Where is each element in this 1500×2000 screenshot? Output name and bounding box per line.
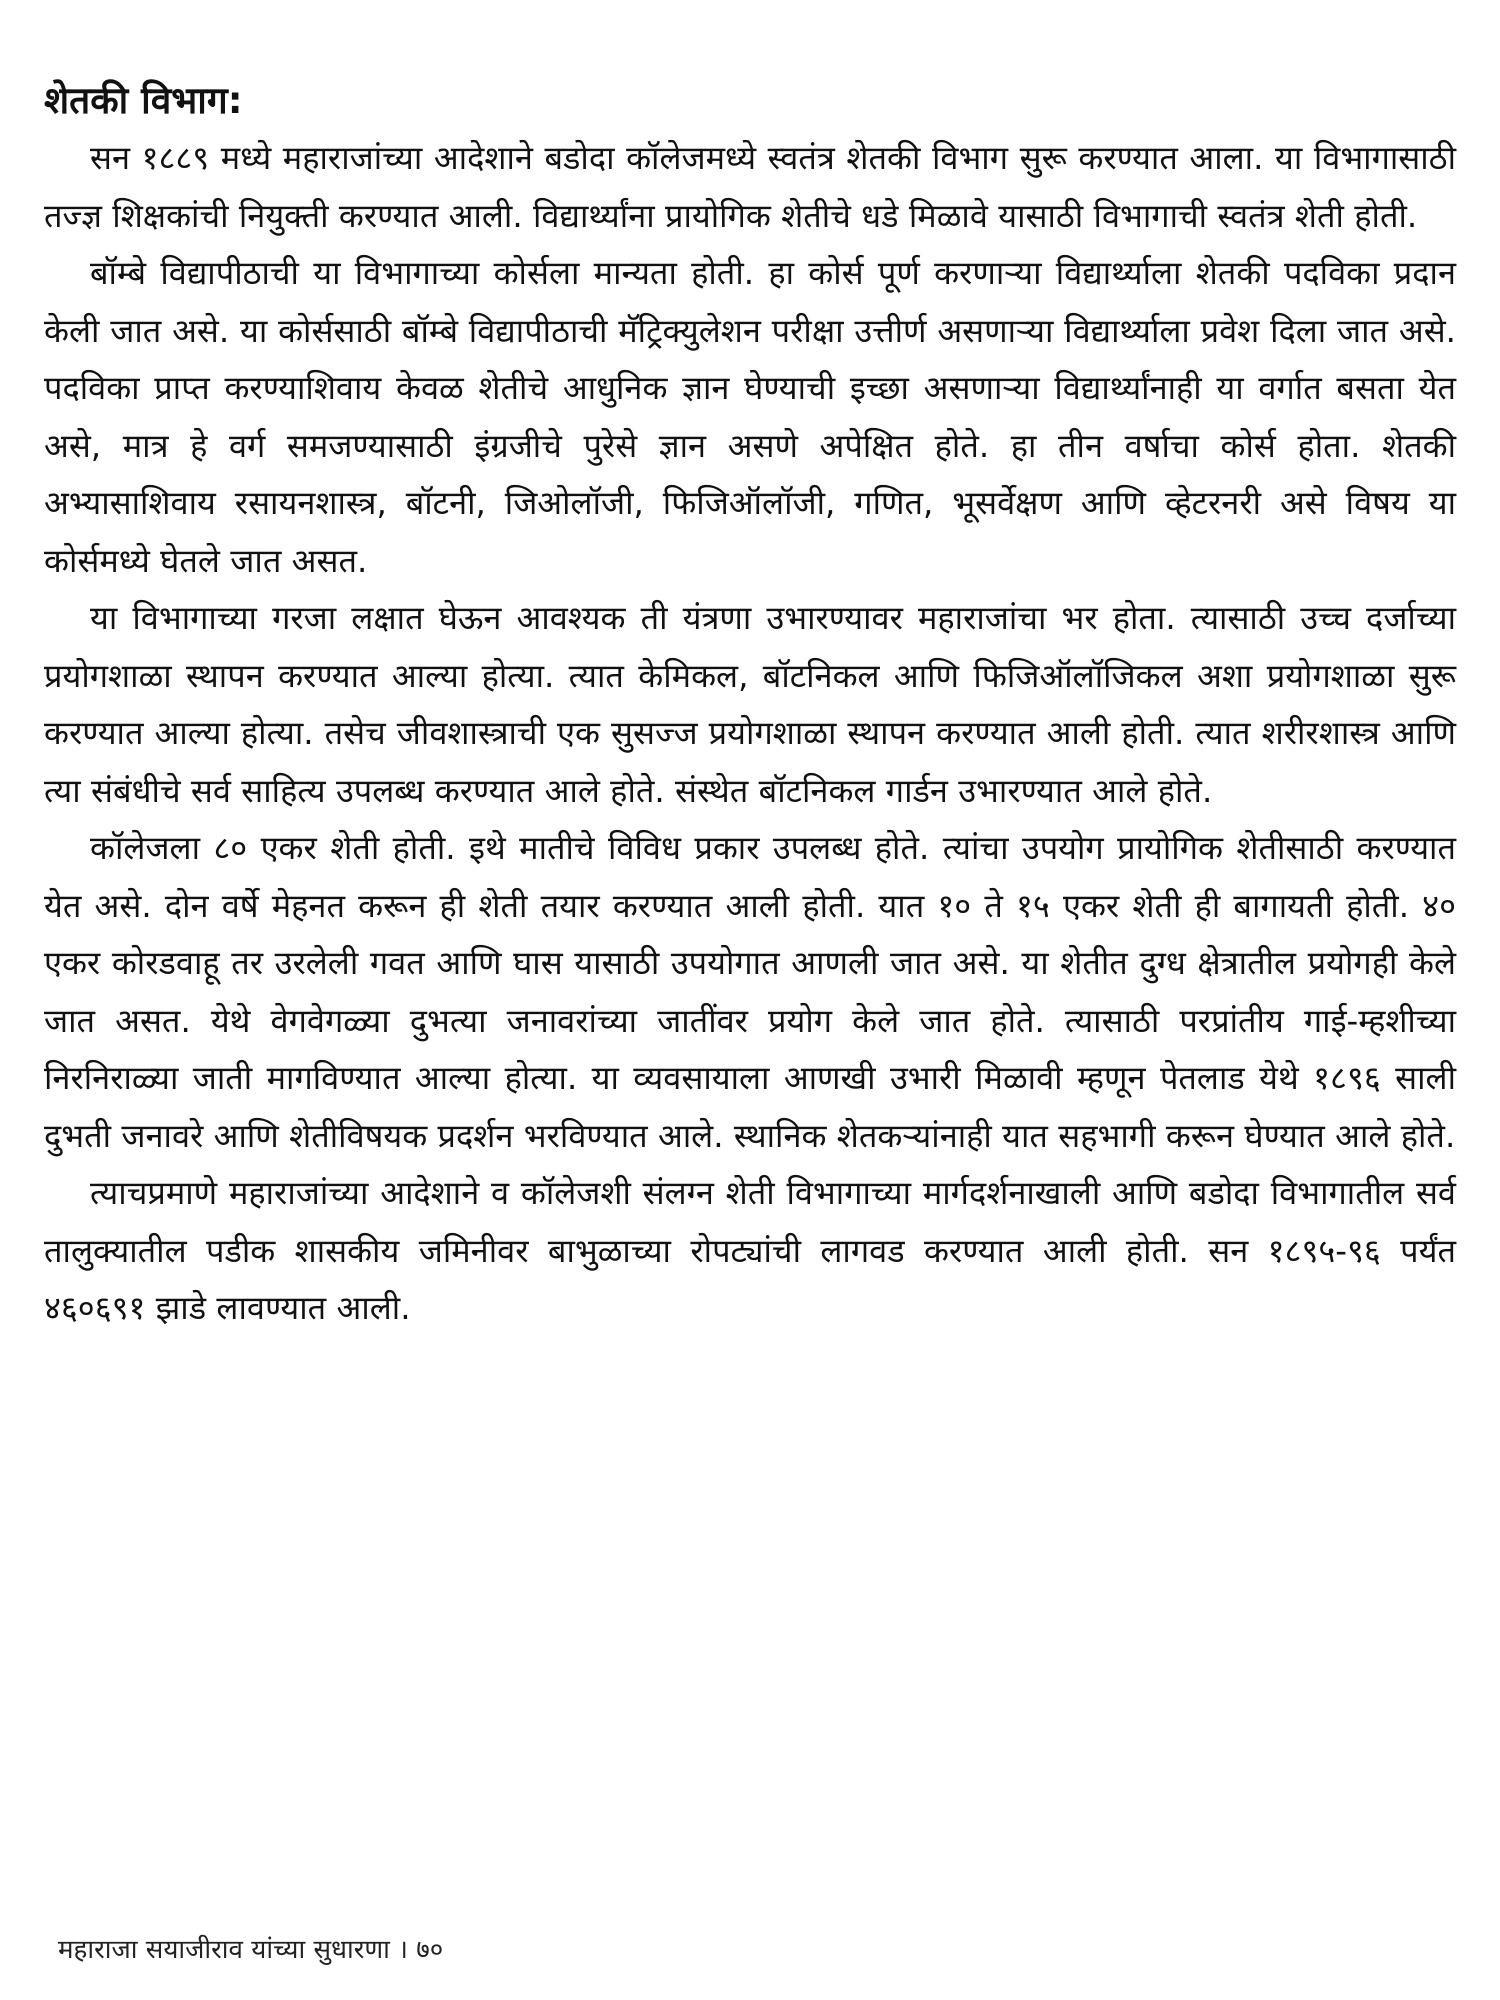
page-footer: महाराजा सयाजीराव यांच्या सुधारणा । ७० [58, 1935, 444, 1965]
paragraph-bombay-university-course: बॉम्बे विद्यापीठाची या विभागाच्या कोर्सला मान्यता होती. हा कोर्स पूर्ण करणाऱ्या विद्यार्थ्याला शेतकी पदविका प्रदान केली जात असे. या कोर्ससाठी बॉम्बे विद्यापीठाची मॅट्रिक्युलेशन परीक्षा उत्तीर्ण असणाऱ्या विद्यार्थ्याला प्रवेश दिला जात असे. पदविका प्राप्त करण्याशिवाय केवळ शेतीचे आधुनिक ज्ञान घेण्याची इच्छा असणाऱ्या विद्यार्थ्यांनाही या वर्गात बसता येत असे, मात्र हे वर्ग समजण्यासाठी इंग्रजीचे पुरेसे ज्ञान असणे अपेक्षित होते. हा तीन वर्षाचा कोर्स होता. शेतकी अभ्यासाशिवाय रसायनशास्त्र, बॉटनी, जिओलॉजी, फिजिऑलॉजी, गणित, भूसर्वेक्षण आणि व्हेटरनरी असे विषय या कोर्समध्ये घेतले जात असत. [44, 254, 1456, 580]
paragraph-college-farm: कॉलेजला ८० एकर शेती होती. इथे मातीचे विविध प्रकार उपलब्ध होते. त्यांचा उपयोग प्रायोगिक शेतीसाठी करण्यात येत असे. दोन वर्षे मेहनत करून ही शेती तयार करण्यात आली होती. यात १० ते १५ एकर शेती ही बागायती होती. ४० एकर कोरडवाहू तर उरलेली गवत आणि घास यासाठी उपयोगात आणली जात असे. या शेतीत दुग्ध क्षेत्रातील प्रयोगही केले जात असत. येथे वेगवेगळ्या दुभत्या जनावरांच्या जातींवर प्रयोग केले जात होते. त्यासाठी परप्रांतीय गाई-म्हशीच्या निरनिराळ्या जाती मागविण्यात आल्या होत्या. या व्यवसायाला आणखी उभारी मिळावी म्हणून पेतलाड येथे १८९६ साली दुभती जनावरे आणि शेतीविषयक प्रदर्शन भरविण्यात आले. स्थानिक शेतकऱ्यांनाही यात सहभागी करून घेण्यात आले होते. [44, 829, 1456, 1155]
paragraph-laboratories: या विभागाच्या गरजा लक्षात घेऊन आवश्यक ती यंत्रणा उभारण्यावर महाराजांचा भर होता. त्यासाठी उच्च दर्जाच्या प्रयोगशाळा स्थापन करण्यात आल्या होत्या. त्यात केमिकल, बॉटनिकल आणि फिजिऑलॉजिकल अशा प्रयोगशाळा सुरू करण्यात आल्या होत्या. तसेच जीवशास्त्राची एक सुसज्ज प्रयोगशाळा स्थापन करण्यात आली होती. त्यात शरीरशास्त्र आणि त्या संबंधीचे सर्व साहित्य उपलब्ध करण्यात आले होते. संस्थेत बॉटनिकल गार्डन उभारण्यात आले होते. [44, 599, 1456, 810]
page-body [44, 76, 1456, 1338]
paragraph-agriculture-department: सन १८८९ मध्ये महाराजांच्या आदेशाने बडोदा कॉलेजमध्ये स्वतंत्र शेतकी विभाग सुरू करण्यात आला. या विभागासाठी तज्ज्ञ शिक्षकांची नियुक्ती करण्यात आली. विद्यार्थ्यांना प्रायोगिक शेतीचे धडे मिळावे यासाठी विभागाची स्वतंत्र शेती होती. [44, 139, 1456, 235]
section-heading: शेतकी विभाग: [44, 79, 243, 122]
paragraph-babul-plantation: त्याचप्रमाणे महाराजांच्या आदेशाने व कॉलेजशी संलग्न शेती विभागाच्या मार्गदर्शनाखाली आणि बडोदा विभागातील सर्व तालुक्यातील पडीक शासकीय जमिनीवर बाभुळाच्या रोपट्यांची लागवड करण्यात आली होती. सन १८९५-९६ पर्यंत ४६०६९१ झाडे लावण्यात आली. [44, 1174, 1456, 1327]
